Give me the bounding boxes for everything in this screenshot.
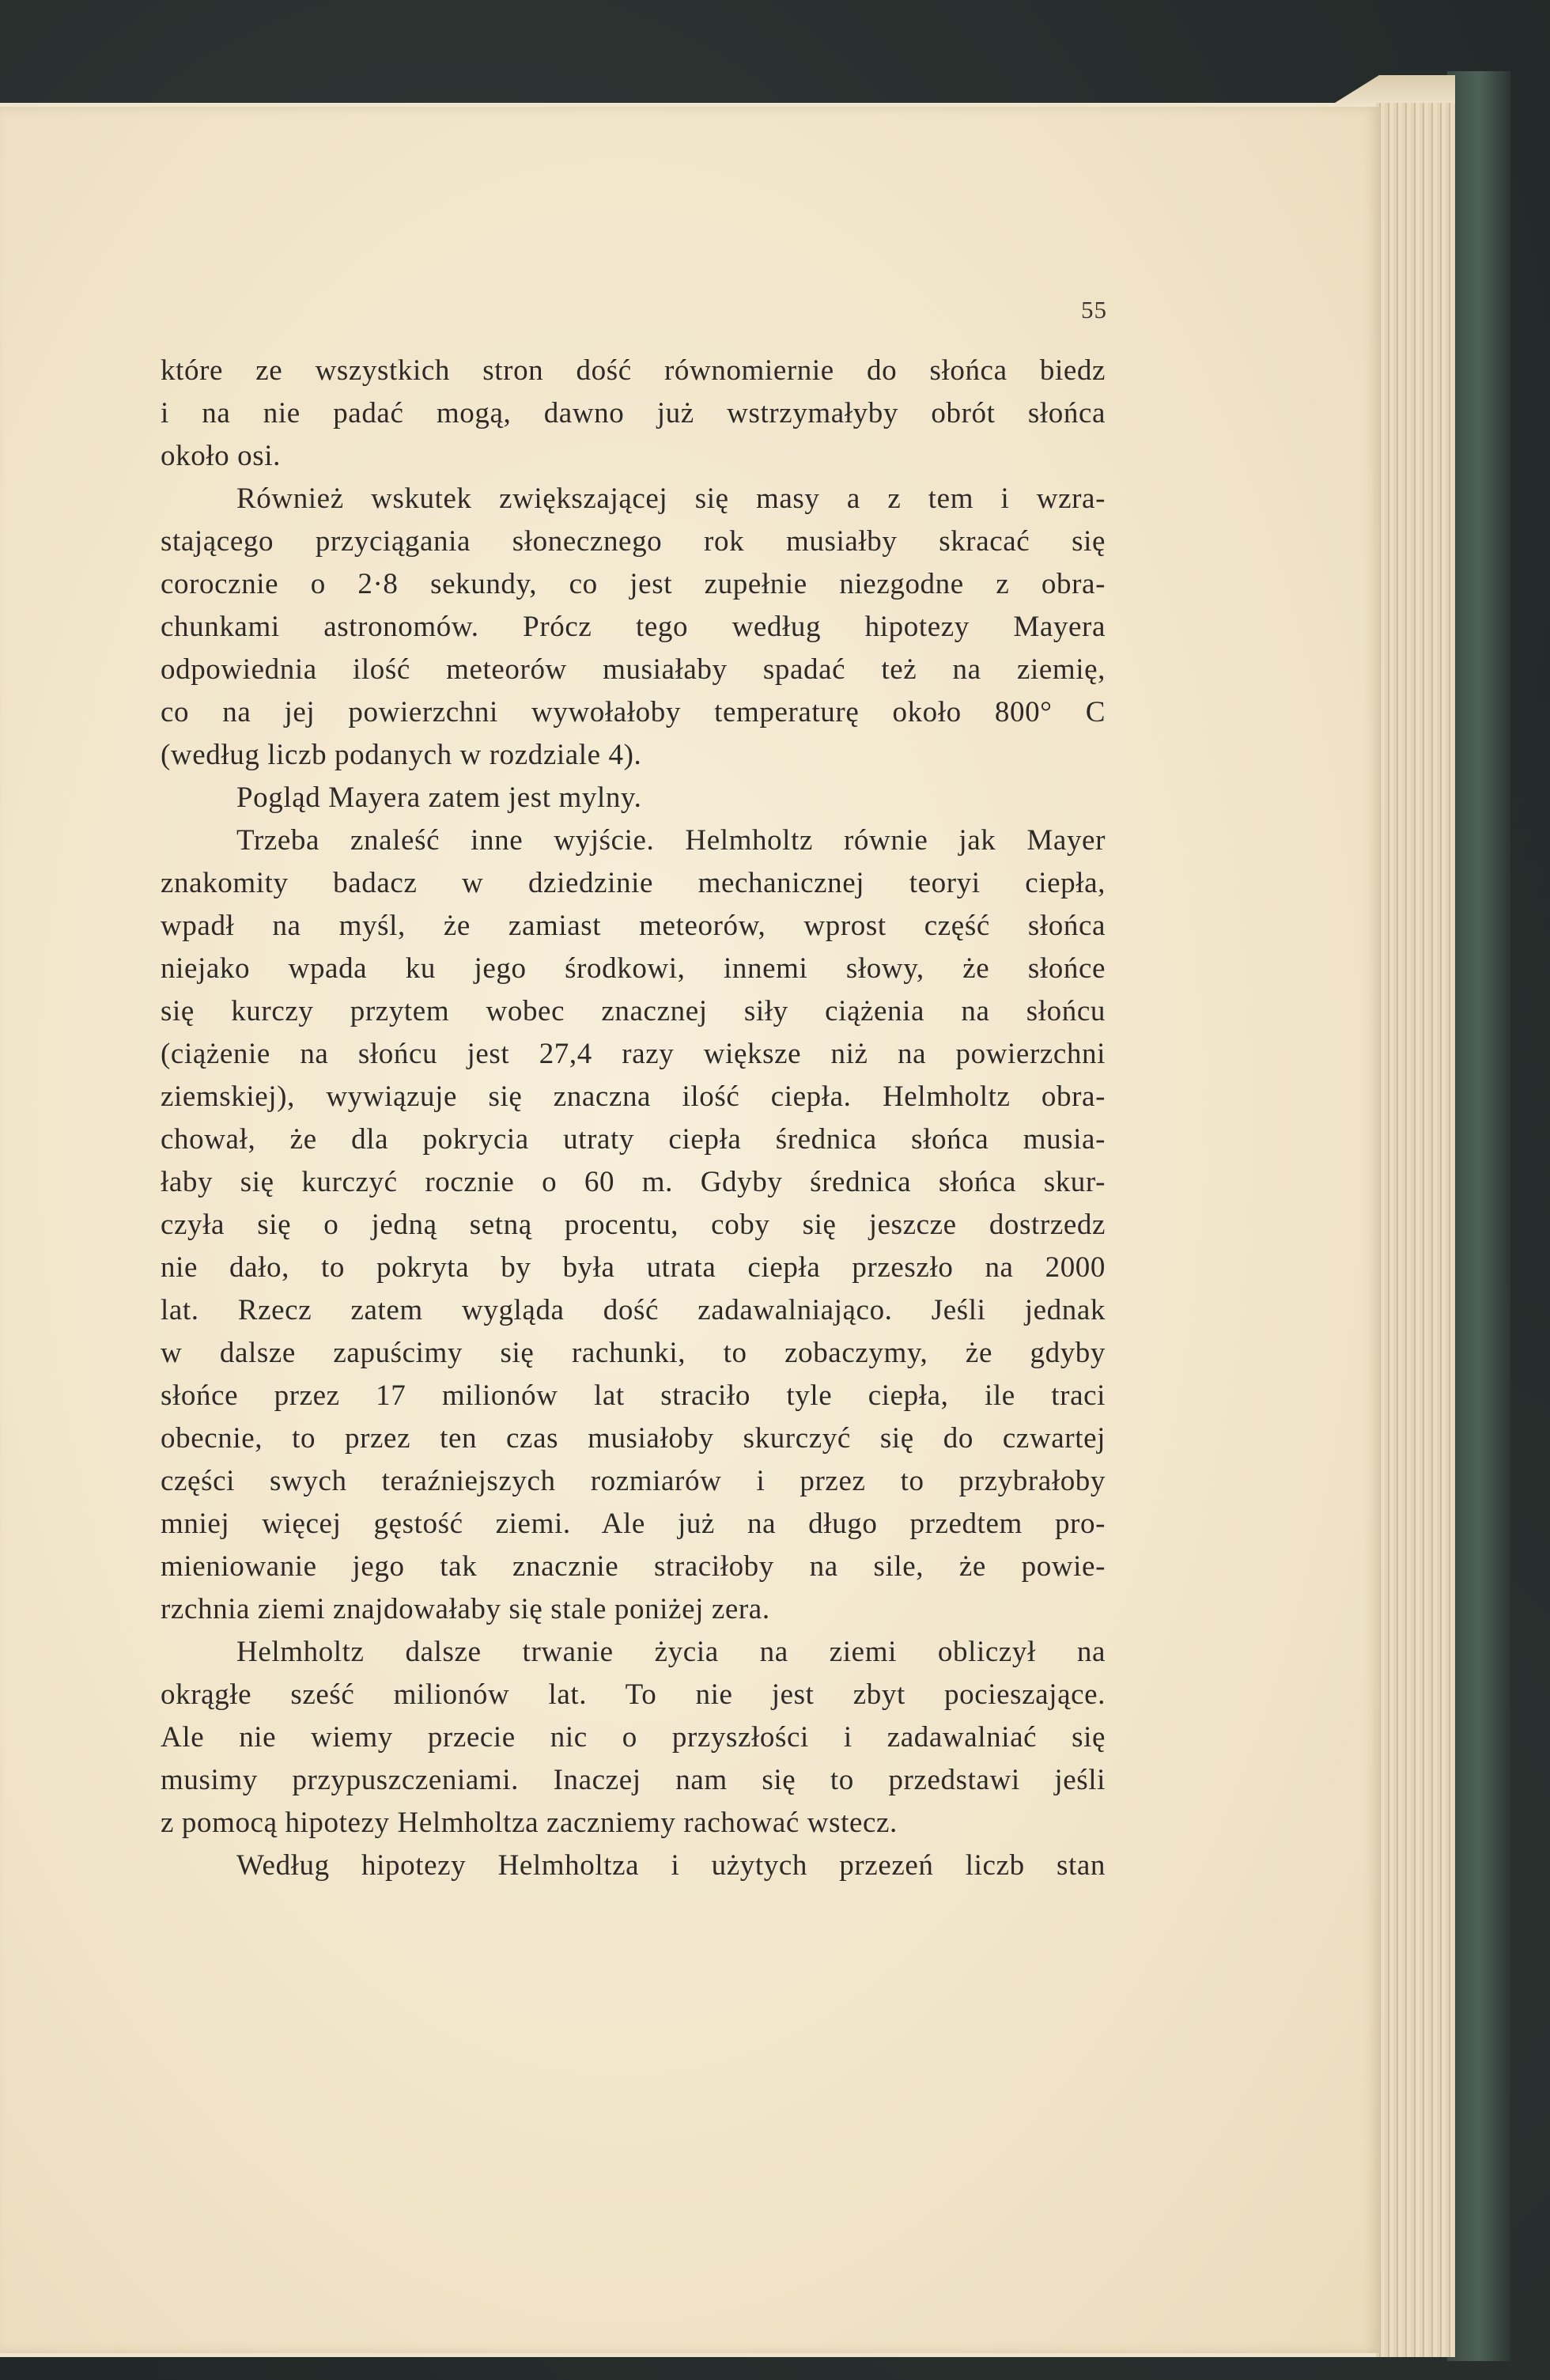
- text-line: Ale nie wiemy przecie nic o przyszłości i zadawalniać się: [161, 1721, 1106, 1754]
- text-line: obecnie, to przez ten czas musiałoby skurczyć się do czwartej: [161, 1422, 1106, 1455]
- text-line: łaby się kurczyć rocznie o 60 m. Gdyby średnica słońca skur-: [161, 1166, 1106, 1198]
- text-line: mniej więcej gęstość ziemi. Ale już na długo przedtem pro-: [161, 1508, 1106, 1540]
- page-number: 55: [1081, 296, 1107, 324]
- text-line: niejako wpada ku jego środkowi, innemi słowy, że słońce: [161, 952, 1106, 985]
- text-line: Również wskutek zwiększającej się masy a z tem i wzra-: [236, 482, 1106, 515]
- text-line: Trzeba znaleść inne wyjście. Helmholtz równie jak Mayer: [236, 824, 1106, 857]
- text-line: Według hipotezy Helmholtza i użytych przezeń liczb stan: [236, 1849, 1106, 1882]
- body-text: [161, 350, 1106, 1887]
- text-line: znakomity badacz w dziedzinie mechanicznej teoryi ciepła,: [161, 867, 1106, 899]
- text-line: czyła się o jedną setną procentu, coby się jeszcze dostrzedz: [161, 1209, 1106, 1241]
- text-line: odpowiednia ilość meteorów musiałaby spadać też na ziemię,: [161, 653, 1106, 686]
- text-line: nie dało, to pokryta by była utrata ciepła przeszło na 2000: [161, 1251, 1106, 1284]
- text-line: i na nie padać mogą, dawno już wstrzymałyby obrót słońca: [161, 397, 1106, 429]
- text-line: z pomocą hipotezy Helmholtza zaczniemy rachować wstecz.: [161, 1807, 898, 1839]
- text-line: stającego przyciągania słonecznego rok musiałby skracać się: [161, 525, 1106, 558]
- text-line: mieniowanie jego tak znacznie straciłoby na sile, że powie-: [161, 1550, 1106, 1583]
- text-line: ziemskiej), wywiązuje się znaczna ilość ciepła. Helmholtz obra-: [161, 1080, 1106, 1113]
- book-cover-edge: [1447, 71, 1510, 2361]
- text-line: się kurczy przytem wobec znacznej siły ciążenia na słońcu: [161, 995, 1106, 1027]
- text-line: słońce przez 17 milionów lat straciło tyle ciepła, ile traci: [161, 1379, 1106, 1412]
- text-line: okrągłe sześć milionów lat. To nie jest zbyt pocieszające.: [161, 1678, 1106, 1711]
- text-line: lat. Rzecz zatem wygląda dość zadawalniająco. Jeśli jednak: [161, 1294, 1106, 1326]
- text-line: co na jej powierzchni wywołałoby temperaturę około 800° C: [161, 696, 1106, 728]
- text-line: w dalsze zapuścimy się rachunki, to zobaczymy, że gdyby: [161, 1337, 1106, 1369]
- text-line: musimy przypuszczeniami. Inaczej nam się to przedstawi jeśli: [161, 1764, 1106, 1796]
- text-line: (według liczb podanych w rozdziale 4).: [161, 739, 642, 771]
- text-line: części swych teraźniejszych rozmiarów i przez to przybrałoby: [161, 1465, 1106, 1497]
- text-line: wpadł na myśl, że zamiast meteorów, wprost część słońca: [161, 910, 1106, 942]
- text-line: Pogląd Mayera zatem jest mylny.: [236, 781, 642, 814]
- text-line: rzchnia ziemi znajdowałaby się stale poniżej zera.: [161, 1593, 770, 1625]
- text-line: (ciążenie na słońcu jest 27,4 razy większe niż na powierzchni: [161, 1038, 1106, 1070]
- text-line: chował, że dla pokrycia utraty ciepła średnica słońca musia-: [161, 1123, 1106, 1156]
- page-edges: [1376, 103, 1455, 2357]
- text-line: chunkami astronomów. Prócz tego według hipotezy Mayera: [161, 611, 1106, 643]
- text-line: corocznie o 2·8 sekundy, co jest zupełnie niezgodne z obra-: [161, 568, 1106, 600]
- text-line: Helmholtz dalsze trwanie życia na ziemi obliczył na: [236, 1636, 1106, 1668]
- text-line: około osi.: [161, 440, 281, 472]
- text-line: które ze wszystkich stron dość równomiernie do słońca biedz: [161, 354, 1106, 387]
